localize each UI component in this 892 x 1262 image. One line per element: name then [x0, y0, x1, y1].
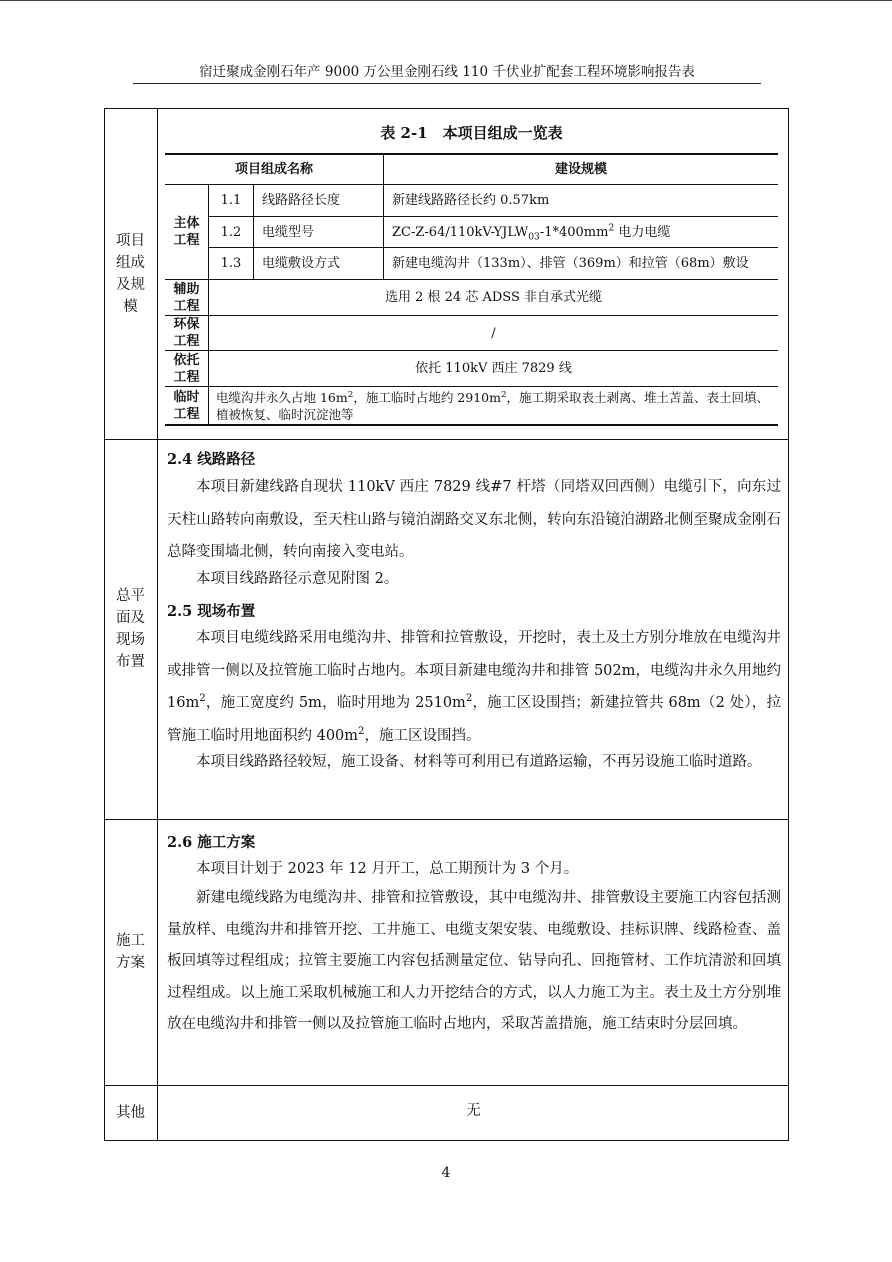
- label-environmental: 环保工程: [173, 317, 200, 349]
- row-name: 线路路径长度: [262, 193, 341, 208]
- paragraph-route: 本项目新建线路自现状 110kV 西庄 7829 线#7 杆塔（同塔双回西侧）电缆引下，向东过天柱山路转向南敷设，至天柱山路与镜泊湖路交叉东北侧，转向东沿镜泊湖路北侧至聚成金刚石总降变围墙北侧，转向南接入变电站。: [167, 479, 781, 560]
- label-layout: 总平面及现场布置: [116, 588, 145, 670]
- row-divider: [104, 439, 789, 440]
- other-value: 无: [466, 1103, 481, 1119]
- table-title: 表 2-1 本项目组成一览表: [380, 124, 563, 142]
- row-name: 电缆敷设方式: [262, 256, 341, 271]
- running-header: 宿迁聚成金刚石年产 9000 万公里金刚石线 110 千伏业扩配套工程环境影响报告表: [199, 64, 695, 80]
- table-bottom-rule: [165, 424, 778, 426]
- label-reliance: 依托工程: [173, 352, 200, 385]
- row-number: 1.3: [220, 256, 242, 271]
- value-reliance: 依托 110kV 西庄 7829 线: [415, 361, 572, 376]
- section-heading-route: 2.4 线路路径: [167, 451, 256, 468]
- row-number: 1.1: [220, 193, 242, 208]
- paragraph-construction: 新建电缆线路为电缆沟井、排管和拉管敷设，其中电缆沟井、排管敷设主要施工内容包括测量放样、电缆沟井和排管开挖、工井施工、电缆支架安装、电缆敷设、挂标识牌、线路检查、盖板回填等过程组成；拉管主要施工内容包括测量定位、钻导向孔、回拖管材、工作坑清淤和回填过程组成。以上施工采取机械施工和人力开挖结合的方式，以人力施工为主。表土及土方分别堆放在电缆沟井和排管一侧以及拉管施工临时占地内，采取苫盖措施，施工结束时分层回填。: [167, 890, 781, 1032]
- row-value: 新建电缆沟井（133m）、排管（369m）和拉管（68m）敷设: [392, 256, 749, 271]
- table-header-scale: 建设规模: [554, 162, 607, 177]
- table-col-divider: [253, 184, 254, 279]
- label-auxiliary: 辅助工程: [173, 281, 200, 314]
- label-project-composition: 项目组成及规模: [116, 232, 145, 315]
- section-heading-layout: 2.5 现场布置: [167, 603, 256, 620]
- paragraph-route-figure: 本项目线路路径示意见附图 2。: [196, 571, 399, 587]
- label-temporary: 临时工程: [173, 389, 200, 422]
- page-top-border: [0, 0, 892, 1]
- value-environmental: /: [491, 325, 496, 341]
- row-number: 1.2: [220, 224, 242, 240]
- table-header-name: 项目组成名称: [234, 162, 313, 177]
- section-heading-construction: 2.6 施工方案: [167, 834, 256, 851]
- label-column-divider: [157, 108, 158, 1141]
- paragraph-layout: 本项目电缆线路采用电缆沟井、排管和拉管敷设，开挖时，表土及土方别分堆放在电缆沟井或排管一侧以及拉管施工临时占地内。本项目新建电缆沟井和排管 502m，电缆沟井永久用地约 $16m^2$，施工宽度约 5m，临时用地为 $2510m^2$，施工区设围挡；新建拉管共 68m（2 处），拉管施工临时用地面积约 $400m^2$，施工区设围挡。: [167, 630, 781, 744]
- row-divider: [104, 1085, 789, 1086]
- paragraph-schedule: 本项目计划于 2023 年 12 月开工，总工期预计为 3 个月。: [196, 861, 579, 877]
- label-other: 其他: [116, 1105, 145, 1121]
- row-value-cable-model: $ZC-Z-64/110kV-YJLW_{03}-1*400mm^2$ 电力电缆: [392, 223, 671, 243]
- page-number: 4: [441, 1165, 451, 1181]
- value-temporary: 电缆沟井永久占地 $16m^2$，施工临时占地约 $2910m^2$，施工期采取表土剥离、堆土苫盖、表土回填、植被恢复、临时沉淀池等: [216, 389, 770, 422]
- row-value: 新建线路路径长约 0.57km: [392, 193, 550, 208]
- row-divider: [104, 819, 789, 820]
- group-main-engineering: 主体工程: [173, 216, 200, 248]
- header-rule: [133, 83, 761, 84]
- paragraph-layout-transport: 本项目线路路径较短，施工设备、材料等可利用已有道路运输，不再另设施工临时道路。: [196, 754, 762, 770]
- label-construction: 施工方案: [116, 933, 145, 971]
- value-auxiliary: 选用 2 根 24 芯 ADSS 非自承式光缆: [384, 290, 602, 305]
- row-name: 电缆型号: [262, 224, 315, 240]
